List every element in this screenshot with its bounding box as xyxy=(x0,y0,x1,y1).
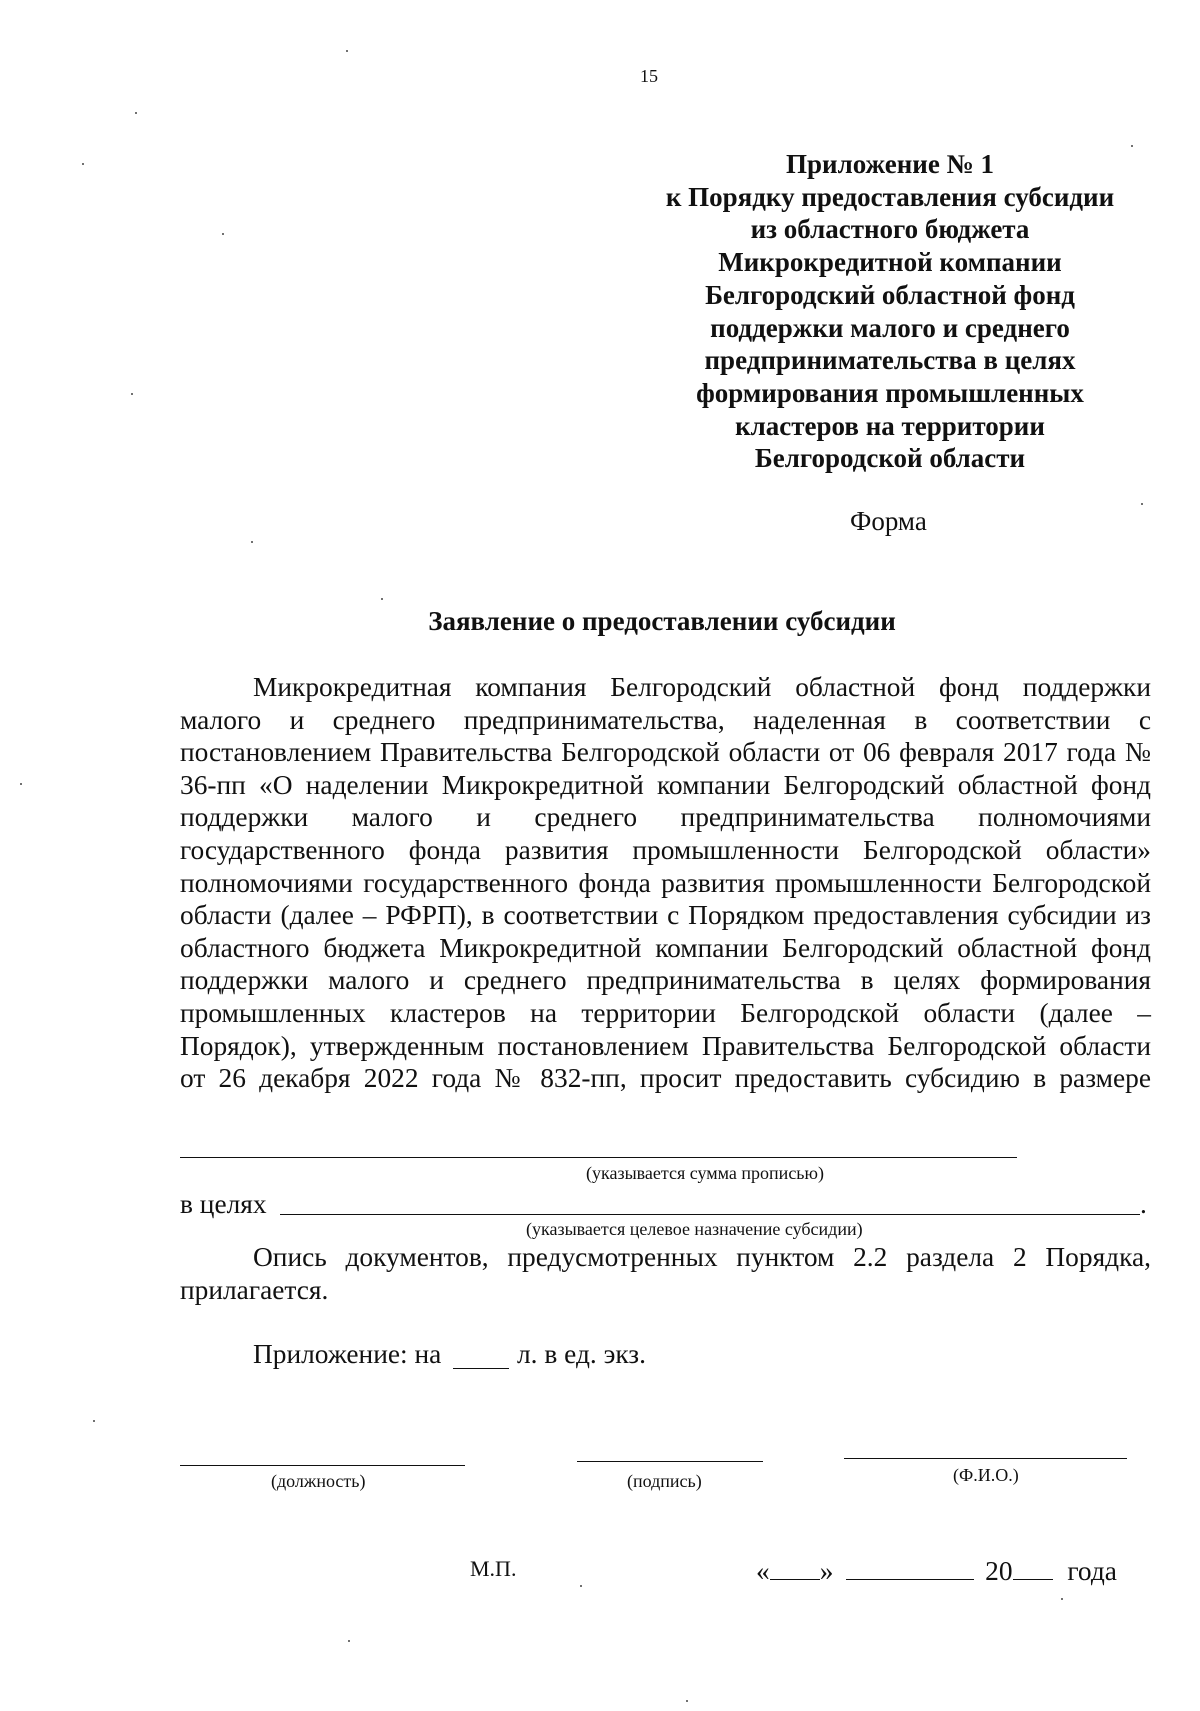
application-body: Микрокредитная компания Белгородский областной фонд поддержки малого и среднего предпринимательства, наделенная в соответствии с постановлением Правительства Белгородской области от 06 февраля 2017 года № 36-пп «О наделении Микрокредитной компании Белгородский областной фонд поддержки малого и среднего предпринимательства полномочиями государственного фонда развития промышленности Белгородской области» полномочиями государственного фонда развития промышленности Белгородской области (далее – РФРП), в соответствии с Порядком предоставления субсидии из областного бюджета Микрокредитной компании Белгородский областной фонд поддержки малого и среднего предпринимательства в целях формирования промышленных кластеров на территории Белгородской области (далее – Порядок), утвержденным постановлением Правительства Белгородской области от 26 декабря 2022 года № 832-пп, просит предоставить субсидию в размере xyxy=(180,672,1151,1094)
year-prefix: 20 xyxy=(985,1556,1013,1586)
purpose-end-dot: . xyxy=(1140,1189,1147,1219)
date-row xyxy=(756,1556,1117,1587)
scan-speck xyxy=(93,1420,95,1422)
scan-speck xyxy=(1141,503,1143,505)
scan-speck xyxy=(348,1640,350,1642)
day-blank-line xyxy=(770,1579,820,1580)
date-open-quote: « xyxy=(756,1556,770,1586)
stamp-label: М.П. xyxy=(470,1556,517,1581)
appendix-line: к Порядку предоставления субсидии xyxy=(665,181,1115,212)
name-caption: (Ф.И.О.) xyxy=(953,1465,1019,1485)
appendix-line: формирования промышленных xyxy=(696,377,1084,408)
attachment-suffix: л. в ед. экз. xyxy=(517,1339,646,1369)
year-suffix: года xyxy=(1067,1556,1117,1586)
inventory-text: Опись документов, предусмотренных пунктом 2.2 раздела 2 Порядка, прилагается. xyxy=(180,1242,1151,1305)
scan-speck xyxy=(131,393,133,395)
appendix-line: Белгородской области xyxy=(754,443,1026,474)
scan-speck xyxy=(346,50,348,52)
document-title: Заявление о предоставлении субсидии xyxy=(428,606,896,636)
appendix-line: поддержки малого и среднего xyxy=(710,312,1070,343)
scan-speck xyxy=(1131,145,1133,147)
signature-caption: (подпись) xyxy=(627,1471,702,1491)
attachment-prefix: Приложение: на xyxy=(253,1339,442,1369)
scan-speck xyxy=(20,783,22,785)
purpose-caption: (указывается целевое назначение субсидии) xyxy=(526,1219,863,1239)
scan-speck xyxy=(135,112,137,114)
amount-caption: (указывается сумма прописью) xyxy=(586,1163,824,1183)
scan-speck xyxy=(1061,1598,1063,1600)
date-close-quote: » xyxy=(819,1556,834,1586)
appendix-line: кластеров на территории xyxy=(735,410,1045,441)
year-blank-line xyxy=(1013,1579,1053,1580)
scan-speck xyxy=(82,163,84,165)
form-label: Форма xyxy=(850,506,927,536)
attachment-blank-line xyxy=(453,1368,509,1369)
scan-speck xyxy=(251,541,253,543)
month-blank-line xyxy=(846,1579,974,1580)
purpose-blank-line xyxy=(280,1214,1140,1215)
appendix-header xyxy=(640,148,1140,475)
position-caption: (должность) xyxy=(271,1471,366,1491)
name-blank-line xyxy=(844,1458,1127,1459)
appendix-line: из областного бюджета xyxy=(750,214,1030,245)
signature-blank-line xyxy=(577,1461,763,1462)
scan-speck xyxy=(381,598,383,600)
appendix-line: предпринимательства в целях xyxy=(704,345,1076,376)
amount-blank-line xyxy=(180,1157,1017,1158)
appendix-line: Белгородский областной фонд xyxy=(705,279,1075,310)
purpose-label: в целях xyxy=(180,1189,267,1219)
position-blank-line xyxy=(180,1465,465,1466)
scan-speck xyxy=(686,1700,688,1702)
scan-speck xyxy=(222,233,224,235)
page-number: 15 xyxy=(640,66,658,86)
appendix-line: Микрокредитной компании xyxy=(718,247,1062,278)
scan-speck xyxy=(580,1585,582,1587)
appendix-line: Приложение № 1 xyxy=(786,149,994,179)
